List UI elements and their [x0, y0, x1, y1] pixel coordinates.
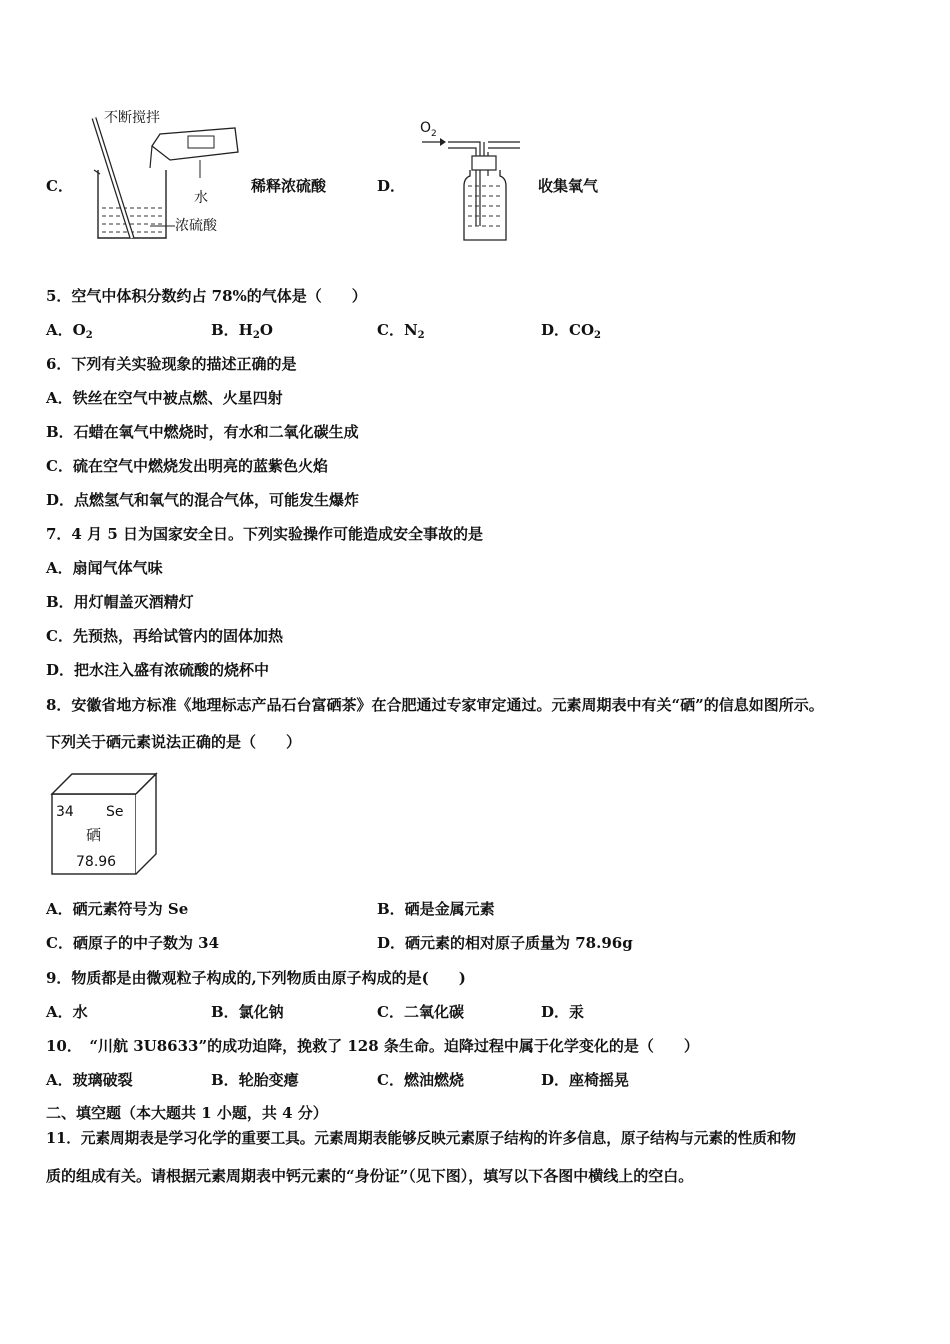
section-2-title: 二、填空题（本大题共 1 小题，共 4 分）	[46, 1104, 328, 1122]
q10-option-b[interactable]: B．轮胎变瘪	[211, 1071, 299, 1089]
q10-option-c[interactable]: C．燃油燃烧	[377, 1071, 464, 1089]
acid-label: 浓硫酸	[175, 218, 217, 234]
q8-stem-line1: 8．安徽省地方标准《地理标志产品石台富硒茶》在合肥通过专家审定通过。元素周期表中有关“硒”的信息如图所示。	[46, 696, 824, 714]
q8-option-c[interactable]: C．硒原子的中子数为 34	[46, 934, 220, 952]
q7-stem: 7．4 月 5 日为国家安全日。下列实验操作可能造成安全事故的是	[46, 525, 483, 543]
q6-option-c[interactable]: C．硫在空气中燃烧发出明亮的蓝紫色火焰	[46, 457, 328, 475]
element-name: 硒	[86, 826, 102, 844]
option-d-letter: D．	[377, 177, 406, 195]
q9-option-c[interactable]: C．二氧化碳	[377, 1003, 464, 1021]
option-c-letter: C．	[46, 177, 73, 195]
selenium-element-card	[48, 770, 163, 878]
q9-stem: 9．物质都是由微观粒子构成的,下列物质由原子构成的是( )	[46, 969, 466, 987]
q8-stem-line2: 下列关于硒元素说法正确的是（ ）	[46, 733, 302, 751]
q10-option-d[interactable]: D．座椅摇晃	[541, 1071, 630, 1089]
dilution-diagram	[80, 108, 250, 248]
q10-stem: 10． “川航 3U8633”的成功迫降，挽救了 128 条生命。迫降过程中属于化学变化的是（ ）	[46, 1037, 699, 1055]
q5-option-c[interactable]: C．$N_2$	[377, 321, 425, 341]
q7-option-d[interactable]: D．把水注入盛有浓硫酸的烧杯中	[46, 661, 270, 679]
q5-option-d[interactable]: D．$CO_2$	[541, 321, 601, 341]
q7-option-a[interactable]: A．扇闻气体气味	[46, 559, 163, 577]
q6-option-a[interactable]: A．铁丝在空气中被点燃、火星四射	[46, 389, 283, 407]
q8-option-d[interactable]: D．硒元素的相对原子质量为 78.96g	[377, 934, 633, 952]
q5-stem: 5．空气中体积分数约占 78%的气体是（ ）	[46, 287, 367, 305]
option-c-caption: 稀释浓硫酸	[251, 177, 327, 195]
q6-option-d[interactable]: D．点燃氢气和氧气的混合气体，可能发生爆炸	[46, 491, 360, 509]
q9-option-d[interactable]: D．汞	[541, 1003, 585, 1021]
atomic-mass: 78.96	[76, 854, 117, 870]
oxygen-label: $O_2$	[420, 120, 437, 139]
q6-option-b[interactable]: B．石蜡在氧气中燃烧时，有水和二氧化碳生成	[46, 423, 359, 441]
q5-option-b[interactable]: B．$H_2O$	[211, 321, 273, 341]
stir-label: 不断搅拌	[104, 110, 160, 126]
water-label: 水	[194, 190, 208, 206]
q9-option-a[interactable]: A．水	[46, 1003, 88, 1021]
q11-line2: 质的组成有关。请根据元素周期表中钙元素的“身份证”（见下图），填写以下各图中横线上的空白。	[46, 1167, 694, 1185]
gas-bottle-diagram	[418, 116, 528, 246]
q7-option-b[interactable]: B．用灯帽盖灭酒精灯	[46, 593, 194, 611]
q5-option-a[interactable]: A．$O_2$	[46, 321, 93, 341]
q10-option-a[interactable]: A．玻璃破裂	[46, 1071, 133, 1089]
atomic-number: 34	[56, 804, 74, 820]
q9-option-b[interactable]: B．氯化钠	[211, 1003, 284, 1021]
q8-option-a[interactable]: A．硒元素符号为 Se	[46, 900, 189, 918]
element-symbol: Se	[106, 804, 124, 820]
q7-option-c[interactable]: C．先预热，再给试管内的固体加热	[46, 627, 283, 645]
q11-line1: 11．元素周期表是学习化学的重要工具。元素周期表能够反映元素原子结构的许多信息，原子结构与元素的性质和物	[46, 1130, 797, 1147]
option-d-caption: 收集氧气	[538, 177, 599, 195]
q8-option-b[interactable]: B．硒是金属元素	[377, 900, 495, 918]
q6-stem: 6．下列有关实验现象的描述正确的是	[46, 355, 297, 373]
